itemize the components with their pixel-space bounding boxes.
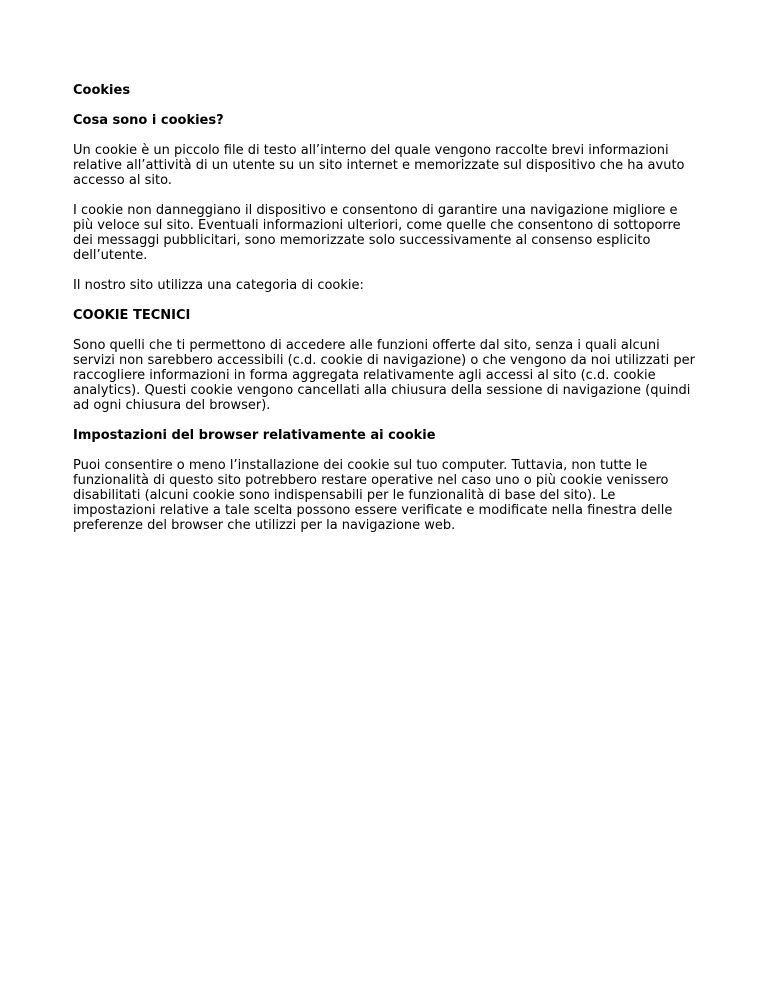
paragraph-cookie-definition: Un cookie è un piccolo file di testo all’interno del quale vengono raccolte brevi informazioni relative all’attività di un utente su un sito internet e memorizzate sul dispositivo che ha avuto accesso al sito. [73, 143, 685, 188]
section-heading-what-are-cookies: Cosa sono i cookies? [73, 113, 224, 128]
section-heading-browser-settings: Impostazioni del browser relativamente ai cookie [73, 428, 436, 443]
paragraph-cookie-category: Il nostro sito utilizza una categoria di cookie: [73, 278, 364, 293]
document-title: Cookies [73, 83, 131, 98]
document-page [73, 83, 698, 548]
paragraph-browser-settings: Puoi consentire o meno l’installazione dei cookie sul tuo computer. Tuttavia, non tutte le funzionalità di questo sito potrebbero restare operative nel caso uno o più cookie venissero disabilitati (alcuni cookie sono indispensabili per le funzionalità di base del sito). Le impostazioni relative a tale scelta possono essere verificate e modificate nella finestra delle preferenze del browser che utilizzi per la navigazione web. [73, 458, 673, 533]
section-heading-technical-cookies: COOKIE TECNICI [73, 308, 191, 323]
paragraph-technical-cookies: Sono quelli che ti permettono di accedere alle funzioni offerte dal sito, senza i quali alcuni servizi non sarebbero accessibili (c.d. cookie di navigazione) o che vengono da noi utilizzati per raccogliere informazioni in forma aggregata relativamente agli accessi al sito (c.d. cookie analytics). Questi cookie vengono cancellati alla chiusura della sessione di navigazione (quindi ad ogni chiusura del browser). [73, 338, 695, 413]
paragraph-cookie-safety: I cookie non danneggiano il dispositivo e consentono di garantire una navigazione migliore e più veloce sul sito. Eventuali informazioni ulteriori, come quelle che consentono di sottoporre dei messaggi pubblicitari, sono memorizzate solo successivamente al consenso esplicito dell’utente. [73, 203, 681, 263]
